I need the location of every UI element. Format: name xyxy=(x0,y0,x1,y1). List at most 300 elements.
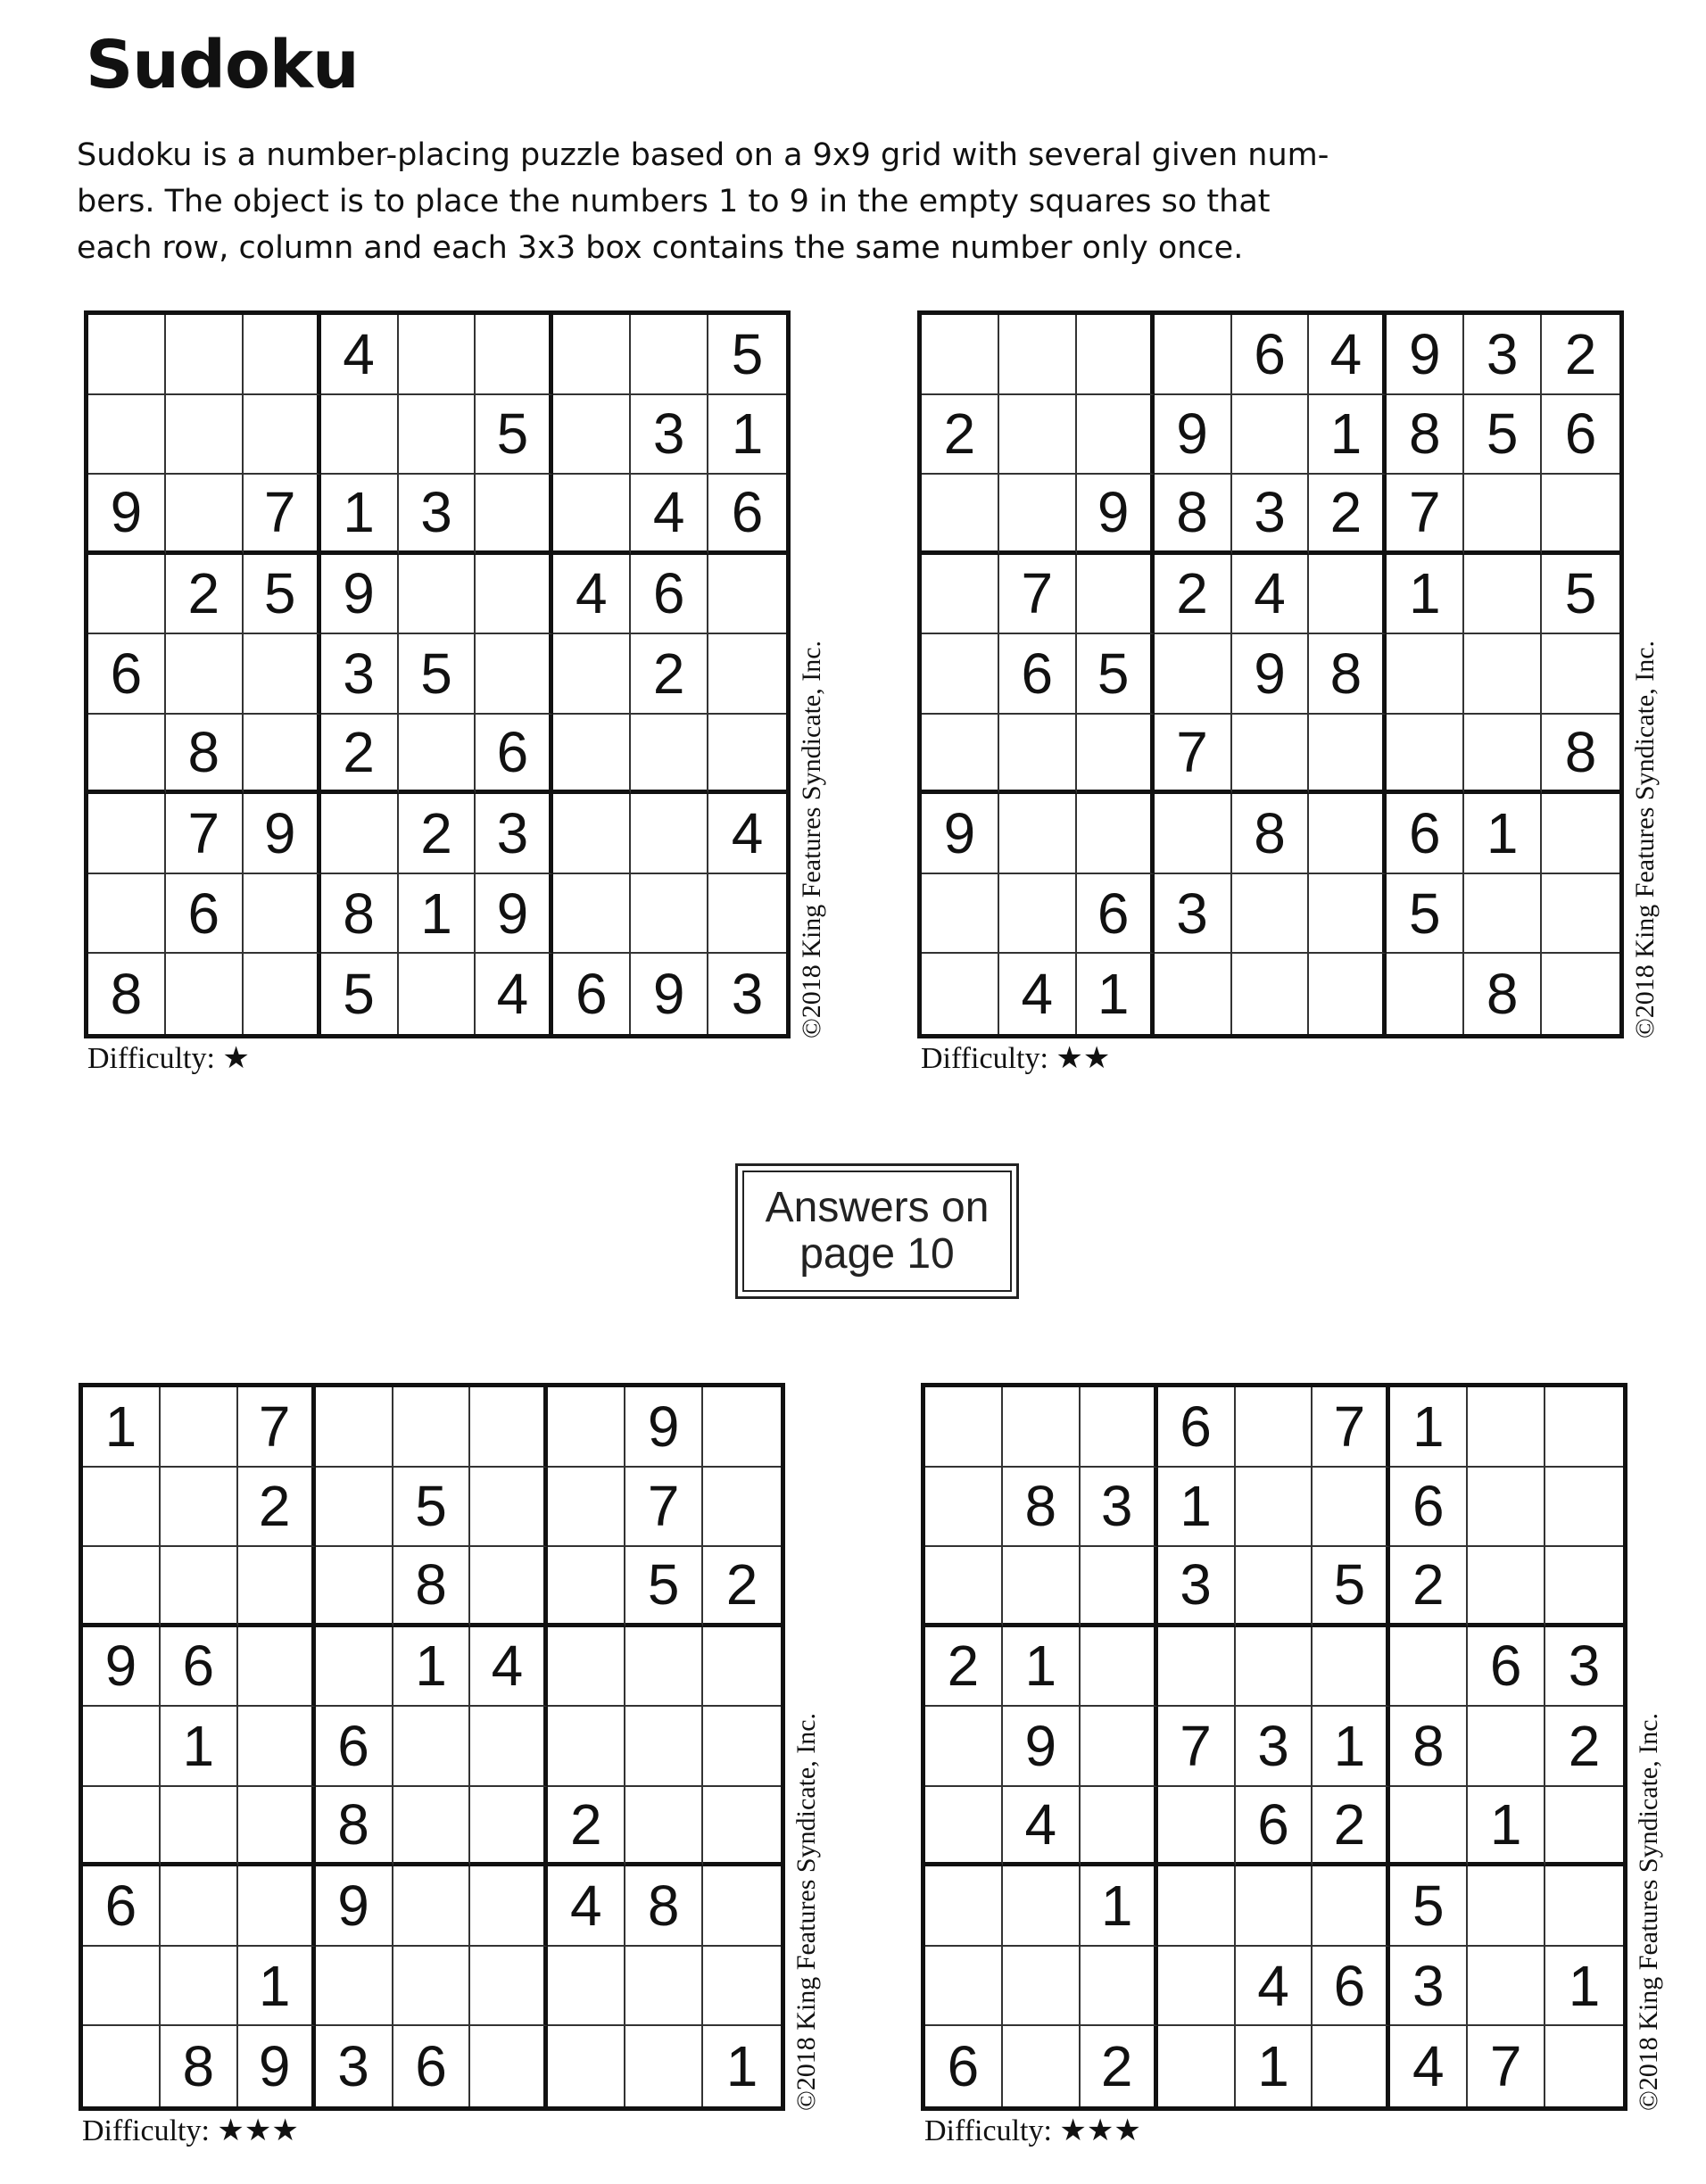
copyright-notice: ©2018 King Features Syndicate, Inc. xyxy=(797,640,826,1038)
sudoku-cell: 8 xyxy=(161,2026,238,2106)
sudoku-cell: 3 xyxy=(1155,874,1232,955)
sudoku-cell xyxy=(703,1866,781,1947)
sudoku-cell: 4 xyxy=(1309,315,1387,395)
sudoku-cell xyxy=(1313,1866,1390,1947)
sudoku-cell: 3 xyxy=(399,475,476,555)
sudoku-cell xyxy=(88,315,166,395)
sudoku-cell: 3 xyxy=(1232,475,1310,555)
sudoku-cell xyxy=(1158,1787,1236,1867)
page-title: Sudoku xyxy=(86,27,359,103)
sudoku-cell: 5 xyxy=(476,395,553,476)
sudoku-cell: 4 xyxy=(1390,2026,1468,2106)
sudoku-cell: 3 xyxy=(1390,1947,1468,2027)
sudoku-cell xyxy=(470,1707,548,1787)
sudoku-cell xyxy=(1003,1947,1081,2027)
sudoku-cell xyxy=(1468,1387,1545,1468)
sudoku-cell: 8 xyxy=(625,1866,703,1947)
sudoku-cell: 2 xyxy=(1309,475,1387,555)
sudoku-cell xyxy=(1077,715,1155,795)
sudoku-cell xyxy=(631,315,708,395)
difficulty-label: Difficulty: ★★★ xyxy=(82,2114,299,2147)
sudoku-cell: 6 xyxy=(1542,395,1619,476)
sudoku-cell xyxy=(1545,1547,1623,1627)
sudoku-cell xyxy=(548,1468,625,1548)
sudoku-cell xyxy=(703,1947,781,2027)
sudoku-cell xyxy=(999,794,1077,874)
sudoku-cell: 6 xyxy=(708,475,786,555)
sudoku-cell xyxy=(1309,874,1387,955)
intro-line: bers. The object is to place the numbers 1 to 9 in the empty squares so that xyxy=(77,184,1271,219)
sudoku-cell xyxy=(922,715,999,795)
sudoku-cell xyxy=(470,1547,548,1627)
sudoku-cell xyxy=(553,634,631,715)
sudoku-cell: 5 xyxy=(1077,634,1155,715)
sudoku-cell: 8 xyxy=(1309,634,1387,715)
sudoku-cell: 2 xyxy=(1545,1707,1623,1787)
sudoku-cell xyxy=(925,1547,1003,1627)
sudoku-cell xyxy=(1309,715,1387,795)
sudoku-cell xyxy=(1468,1468,1545,1548)
sudoku-cell: 3 xyxy=(1236,1707,1313,1787)
sudoku-cell xyxy=(625,1627,703,1708)
sudoku-cell xyxy=(1545,1866,1623,1947)
sudoku-cell: 9 xyxy=(922,794,999,874)
sudoku-cell xyxy=(1236,1547,1313,1627)
sudoku-cell: 9 xyxy=(1387,315,1464,395)
sudoku-cell: 4 xyxy=(999,954,1077,1034)
sudoku-cell xyxy=(1155,634,1232,715)
sudoku-cell xyxy=(631,715,708,795)
sudoku-cell: 5 xyxy=(1542,555,1619,635)
sudoku-cell: 9 xyxy=(625,1387,703,1468)
sudoku-cell: 1 xyxy=(1468,1787,1545,1867)
sudoku-cell: 9 xyxy=(88,475,166,555)
sudoku-cell xyxy=(1468,1947,1545,2027)
sudoku-cell xyxy=(922,555,999,635)
sudoku-cell: 1 xyxy=(1545,1947,1623,2027)
sudoku-cell xyxy=(88,555,166,635)
sudoku-cell xyxy=(922,315,999,395)
sudoku-cell xyxy=(470,1947,548,2027)
sudoku-cell xyxy=(708,874,786,955)
sudoku-cell xyxy=(1309,555,1387,635)
sudoku-cell xyxy=(470,1387,548,1468)
sudoku-cell: 8 xyxy=(1155,475,1232,555)
sudoku-cell xyxy=(166,634,244,715)
sudoku-cell xyxy=(922,874,999,955)
sudoku-cell: 1 xyxy=(161,1707,238,1787)
sudoku-cell xyxy=(161,1947,238,2027)
sudoku-cell: 7 xyxy=(238,1387,316,1468)
sudoku-cell: 6 xyxy=(393,2026,471,2106)
sudoku-cell xyxy=(1077,315,1155,395)
sudoku-cell: 3 xyxy=(731,962,764,1027)
sudoku-cell xyxy=(625,1707,703,1787)
sudoku-cell xyxy=(316,1547,393,1627)
sudoku-cell xyxy=(925,1947,1003,2027)
sudoku-cell xyxy=(708,555,786,635)
sudoku-cell xyxy=(925,1387,1003,1468)
sudoku-cell: 3 xyxy=(476,794,553,874)
sudoku-cell xyxy=(166,475,244,555)
sudoku-cell: 5 xyxy=(708,315,786,395)
sudoku-cell xyxy=(548,2026,625,2106)
sudoku-cell xyxy=(88,794,166,874)
sudoku-cell: 7 xyxy=(1155,715,1232,795)
sudoku-cell xyxy=(244,315,321,395)
sudoku-cell xyxy=(1155,794,1232,874)
sudoku-cell: 1 xyxy=(83,1387,161,1468)
sudoku-cell xyxy=(1468,1707,1545,1787)
sudoku-cell xyxy=(925,1707,1003,1787)
sudoku-cell xyxy=(553,315,631,395)
sudoku-cell xyxy=(1232,715,1310,795)
sudoku-cell xyxy=(999,715,1077,795)
sudoku-cell xyxy=(244,954,321,1034)
sudoku-cell xyxy=(321,794,399,874)
sudoku-cell xyxy=(393,1707,471,1787)
sudoku-cell xyxy=(1542,794,1619,874)
sudoku-cell: 6 xyxy=(553,954,631,1034)
sudoku-cell: 6 xyxy=(1390,1468,1468,1548)
sudoku-cell xyxy=(1236,1387,1313,1468)
sudoku-cell xyxy=(244,874,321,955)
answers-note-line: Answers on xyxy=(765,1184,990,1231)
sudoku-cell: 9 xyxy=(321,555,399,635)
sudoku-cell: 2 xyxy=(238,1468,316,1548)
sudoku-cell xyxy=(1464,634,1542,715)
sudoku-cell xyxy=(625,1947,703,2027)
sudoku-cell: 2 xyxy=(166,555,244,635)
sudoku-cell: 8 xyxy=(1390,1707,1468,1787)
sudoku-cell xyxy=(1236,1468,1313,1548)
sudoku-cell: 2 xyxy=(321,715,399,795)
sudoku-cell xyxy=(553,475,631,555)
sudoku-cell xyxy=(548,1627,625,1708)
sudoku-cell: 8 xyxy=(1003,1468,1081,1548)
sudoku-cell xyxy=(625,1787,703,1867)
sudoku-cell xyxy=(1464,715,1542,795)
sudoku-cell xyxy=(703,1468,781,1548)
sudoku-cell xyxy=(1003,1866,1081,1947)
sudoku-cell: 2 xyxy=(1155,555,1232,635)
sudoku-cell xyxy=(1081,1947,1158,2027)
sudoku-cell: 3 xyxy=(1081,1468,1158,1548)
sudoku-cell xyxy=(553,395,631,476)
sudoku-cell: 1 xyxy=(1309,395,1387,476)
sudoku-cell xyxy=(922,954,999,1034)
sudoku-cell: 8 xyxy=(166,715,244,795)
sudoku-cell xyxy=(470,1468,548,1548)
sudoku-cell xyxy=(238,1707,316,1787)
sudoku-cell xyxy=(161,1787,238,1867)
sudoku-cell xyxy=(1313,1627,1390,1708)
sudoku-cell: 7 xyxy=(1387,475,1464,555)
sudoku-cell xyxy=(83,1468,161,1548)
answers-note-box xyxy=(735,1163,1019,1299)
sudoku-cell xyxy=(999,315,1077,395)
sudoku-grid xyxy=(921,1383,1627,2111)
sudoku-cell xyxy=(399,715,476,795)
sudoku-cell: 7 xyxy=(1158,1707,1236,1787)
sudoku-cell xyxy=(476,555,553,635)
sudoku-cell xyxy=(88,874,166,955)
sudoku-cell xyxy=(1232,954,1310,1034)
sudoku-cell xyxy=(1003,2026,1081,2106)
sudoku-cell: 8 xyxy=(316,1787,393,1867)
sudoku-cell: 9 xyxy=(631,954,708,1034)
sudoku-cell: 1 xyxy=(393,1627,471,1708)
difficulty-label: Difficulty: ★ xyxy=(87,1042,250,1075)
sudoku-cell xyxy=(470,1787,548,1867)
sudoku-cell xyxy=(1155,315,1232,395)
sudoku-cell: 2 xyxy=(1313,1787,1390,1867)
sudoku-cell: 4 xyxy=(1003,1787,1081,1867)
sudoku-cell xyxy=(83,1947,161,2027)
sudoku-cell xyxy=(708,634,786,715)
sudoku-cell xyxy=(703,1787,781,1867)
sudoku-cell xyxy=(238,1866,316,1947)
sudoku-cell xyxy=(399,954,476,1034)
sudoku-cell: 1 xyxy=(725,2034,758,2099)
sudoku-cell: 6 xyxy=(161,1627,238,1708)
sudoku-cell: 2 xyxy=(399,794,476,874)
sudoku-cell xyxy=(548,1707,625,1787)
sudoku-cell: 2 xyxy=(922,395,999,476)
sudoku-cell: 3 xyxy=(1158,1547,1236,1627)
sudoku-cell: 5 xyxy=(1464,395,1542,476)
sudoku-cell: 5 xyxy=(244,555,321,635)
sudoku-cell xyxy=(393,1947,471,2027)
sudoku-cell: 5 xyxy=(1390,1866,1468,1947)
sudoku-cell xyxy=(925,1787,1003,1867)
sudoku-cell xyxy=(1081,1387,1158,1468)
sudoku-cell xyxy=(1155,954,1232,1034)
sudoku-cell xyxy=(83,1707,161,1787)
sudoku-cell: 1 xyxy=(1236,2026,1313,2106)
sudoku-cell: 6 xyxy=(316,1707,393,1787)
sudoku-cell: 2 xyxy=(548,1787,625,1867)
sudoku-cell xyxy=(1003,1547,1081,1627)
sudoku-cell xyxy=(1081,1707,1158,1787)
sudoku-cell xyxy=(1545,1787,1623,1867)
sudoku-cell xyxy=(1236,1866,1313,1947)
sudoku-cell: 1 xyxy=(1077,954,1155,1034)
sudoku-cell xyxy=(1464,555,1542,635)
sudoku-cell xyxy=(1309,794,1387,874)
sudoku-cell: 6 xyxy=(1313,1947,1390,2027)
sudoku-cell xyxy=(166,954,244,1034)
sudoku-cell: 9 xyxy=(476,874,553,955)
sudoku-cell xyxy=(316,1947,393,2027)
sudoku-cell xyxy=(922,634,999,715)
sudoku-cell: 6 xyxy=(1236,1787,1313,1867)
sudoku-cell xyxy=(1077,555,1155,635)
sudoku-cell xyxy=(1313,2026,1390,2106)
sudoku-cell: 2 xyxy=(1542,315,1619,395)
sudoku-cell: 3 xyxy=(631,395,708,476)
sudoku-cell xyxy=(1464,475,1542,555)
sudoku-cell: 6 xyxy=(1232,315,1310,395)
answers-note-line: page 10 xyxy=(799,1230,955,1278)
sudoku-cell: 5 xyxy=(399,634,476,715)
sudoku-cell xyxy=(238,1787,316,1867)
sudoku-cell xyxy=(1390,1627,1468,1708)
sudoku-cell xyxy=(1232,395,1310,476)
sudoku-cell xyxy=(83,1787,161,1867)
sudoku-cell: 8 xyxy=(1464,954,1542,1034)
sudoku-cell xyxy=(1387,954,1464,1034)
sudoku-cell xyxy=(83,1547,161,1627)
difficulty-label: Difficulty: ★★ xyxy=(921,1042,1111,1075)
sudoku-cell: 8 xyxy=(1542,715,1619,795)
sudoku-cell: 1 xyxy=(238,1947,316,2027)
sudoku-cell: 1 xyxy=(1464,794,1542,874)
sudoku-cell xyxy=(1158,2026,1236,2106)
sudoku-cell xyxy=(166,395,244,476)
copyright-notice: ©2018 King Features Syndicate, Inc. xyxy=(1634,1712,1663,2111)
sudoku-cell xyxy=(1077,794,1155,874)
sudoku-cell xyxy=(393,1787,471,1867)
sudoku-cell xyxy=(1236,1627,1313,1708)
sudoku-cell: 4 xyxy=(553,555,631,635)
sudoku-cell xyxy=(631,874,708,955)
sudoku-cell xyxy=(708,715,786,795)
sudoku-cell xyxy=(238,1627,316,1708)
sudoku-cell xyxy=(393,1866,471,1947)
sudoku-cell xyxy=(244,395,321,476)
sudoku-cell xyxy=(1542,475,1619,555)
sudoku-cell: 8 xyxy=(1387,395,1464,476)
sudoku-cell xyxy=(393,1387,471,1468)
sudoku-cell xyxy=(1313,1468,1390,1548)
sudoku-cell xyxy=(476,315,553,395)
sudoku-cell xyxy=(553,715,631,795)
sudoku-cell xyxy=(703,1387,781,1468)
sudoku-cell: 5 xyxy=(393,1468,471,1548)
sudoku-cell: 7 xyxy=(166,794,244,874)
sudoku-cell xyxy=(1003,1387,1081,1468)
sudoku-cell xyxy=(83,2026,161,2106)
sudoku-cell: 9 xyxy=(238,2026,316,2106)
sudoku-cell xyxy=(1387,715,1464,795)
sudoku-cell xyxy=(399,315,476,395)
sudoku-cell xyxy=(1542,954,1619,1034)
sudoku-cell xyxy=(1158,1866,1236,1947)
sudoku-grid xyxy=(917,310,1624,1038)
sudoku-cell: 9 xyxy=(244,794,321,874)
sudoku-cell: 1 xyxy=(1387,555,1464,635)
sudoku-cell: 6 xyxy=(83,1866,161,1947)
sudoku-cell: 1 xyxy=(321,475,399,555)
sudoku-cell: 2 xyxy=(1390,1547,1468,1627)
sudoku-cell xyxy=(1468,1547,1545,1627)
sudoku-cell: 6 xyxy=(166,874,244,955)
intro-text xyxy=(77,132,1371,271)
sudoku-cell: 4 xyxy=(470,1627,548,1708)
sudoku-cell: 5 xyxy=(321,954,399,1034)
sudoku-cell xyxy=(244,715,321,795)
sudoku-cell: 9 xyxy=(1003,1707,1081,1787)
sudoku-cell xyxy=(1077,395,1155,476)
sudoku-cell xyxy=(1545,1468,1623,1548)
sudoku-cell: 7 xyxy=(625,1468,703,1548)
sudoku-cell: 3 xyxy=(1545,1627,1623,1708)
sudoku-cell xyxy=(999,874,1077,955)
sudoku-cell: 2 xyxy=(631,634,708,715)
sudoku-cell xyxy=(703,1707,781,1787)
sudoku-cell xyxy=(553,794,631,874)
sudoku-cell xyxy=(244,634,321,715)
sudoku-cell: 4 xyxy=(708,794,786,874)
sudoku-cell: 5 xyxy=(1313,1547,1390,1627)
sudoku-cell xyxy=(1390,1787,1468,1867)
sudoku-cell xyxy=(238,1547,316,1627)
sudoku-cell: 4 xyxy=(1236,1947,1313,2027)
intro-line: Sudoku is a number-placing puzzle based on a 9x9 grid with several given num- xyxy=(77,137,1329,173)
sudoku-cell xyxy=(161,1387,238,1468)
sudoku-cell: 3 xyxy=(321,634,399,715)
sudoku-cell xyxy=(476,634,553,715)
sudoku-cell xyxy=(548,1947,625,2027)
sudoku-cell: 9 xyxy=(1077,475,1155,555)
sudoku-cell xyxy=(166,315,244,395)
sudoku-grid xyxy=(84,310,791,1038)
sudoku-cell xyxy=(399,395,476,476)
sudoku-cell: 7 xyxy=(244,475,321,555)
sudoku-cell xyxy=(999,475,1077,555)
sudoku-cell xyxy=(631,794,708,874)
sudoku-cell xyxy=(1081,1547,1158,1627)
sudoku-cell xyxy=(88,395,166,476)
sudoku-cell xyxy=(316,1627,393,1708)
sudoku-cell: 6 xyxy=(1468,1627,1545,1708)
sudoku-cell: 4 xyxy=(1232,555,1310,635)
sudoku-cell xyxy=(925,1866,1003,1947)
sudoku-cell xyxy=(1545,2026,1623,2106)
sudoku-cell xyxy=(1545,1387,1623,1468)
sudoku-cell xyxy=(703,1627,781,1708)
copyright-notice: ©2018 King Features Syndicate, Inc. xyxy=(791,1712,821,2111)
sudoku-cell xyxy=(1387,634,1464,715)
sudoku-cell: 5 xyxy=(625,1547,703,1627)
sudoku-cell xyxy=(1542,874,1619,955)
sudoku-cell xyxy=(1158,1627,1236,1708)
sudoku-cell: 1 xyxy=(1158,1468,1236,1548)
sudoku-cell: 4 xyxy=(548,1866,625,1947)
sudoku-cell xyxy=(321,395,399,476)
sudoku-cell: 6 xyxy=(925,2026,1003,2106)
sudoku-cell: 8 xyxy=(1232,794,1310,874)
sudoku-cell: 4 xyxy=(476,954,553,1034)
sudoku-cell: 1 xyxy=(1003,1627,1081,1708)
sudoku-cell xyxy=(553,874,631,955)
copyright-notice: ©2018 King Features Syndicate, Inc. xyxy=(1630,640,1660,1038)
sudoku-cell xyxy=(470,2026,548,2106)
sudoku-cell: 3 xyxy=(316,2026,393,2106)
sudoku-cell xyxy=(476,475,553,555)
sudoku-cell: 6 xyxy=(88,634,166,715)
sudoku-cell: 1 xyxy=(1081,1866,1158,1947)
sudoku-cell xyxy=(1309,954,1387,1034)
sudoku-cell xyxy=(161,1866,238,1947)
sudoku-cell: 1 xyxy=(708,395,786,476)
sudoku-cell: 7 xyxy=(1468,2026,1545,2106)
sudoku-cell xyxy=(548,1387,625,1468)
sudoku-cell: 1 xyxy=(399,874,476,955)
sudoku-cell: 9 xyxy=(1232,634,1310,715)
sudoku-cell xyxy=(999,395,1077,476)
